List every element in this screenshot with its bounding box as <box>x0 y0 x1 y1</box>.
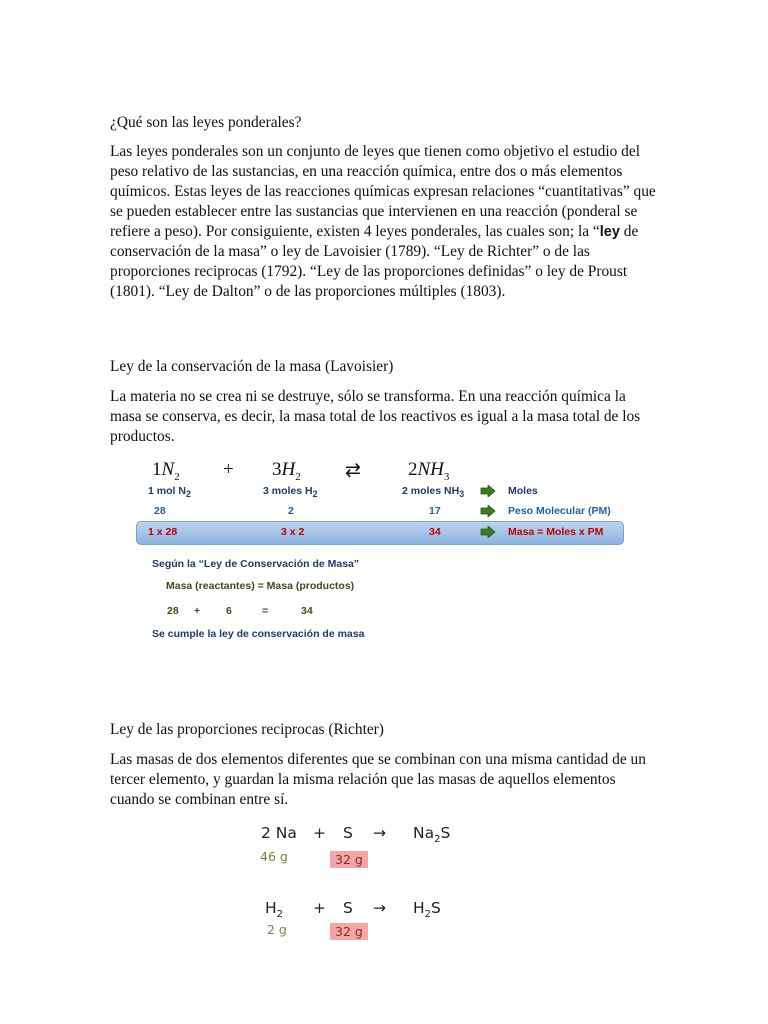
mass-label: Masa = Moles x PM <box>508 526 604 538</box>
r2-arrow: → <box>373 899 386 917</box>
mass-h2: 3 x 2 <box>281 526 305 538</box>
pm-label: Peso Molecular (PM) <box>508 505 611 517</box>
sum-eq: = <box>262 605 269 617</box>
richter-paragraph: Las masas de dos elementos diferentes que se combinan con una misma cantidad de un tercer elemento, y guardan la misma relación que las masas de aquellos elementos cuando se combinan entre sí. <box>110 751 646 808</box>
sum-plus: + <box>194 605 201 617</box>
intro-heading: ¿Qué son las leyes ponderales? <box>110 114 302 131</box>
moles-n2: 1 mol $N_2$ <box>148 485 191 500</box>
r1-mass-b: 32 g <box>330 851 368 868</box>
sum-b: 6 <box>226 605 232 617</box>
lavoisier-heading: Ley de la conservación de la masa (Lavoisier) <box>110 358 394 375</box>
r2-plus: + <box>313 899 326 917</box>
r2-mass-b: 32 g <box>330 923 368 940</box>
r2-mass-a: 2 g <box>267 922 287 937</box>
moles-nh3: 2 moles $NH_3$ <box>402 485 465 500</box>
r2-reactant-a: $H_2$ <box>265 899 284 921</box>
sum-a: 28 <box>167 605 179 617</box>
richter-figure <box>255 820 495 950</box>
mass-n2: 1 x 28 <box>148 526 178 538</box>
arrow-right-icon <box>480 505 496 517</box>
r2-product: $H_2S$ <box>413 899 441 921</box>
pm-n2: 28 <box>154 505 166 517</box>
reactant-n2: $1N_2$ <box>152 459 180 483</box>
arrow-right-icon <box>480 485 496 497</box>
r1-reactant-b: S <box>343 824 353 842</box>
equilibrium-arrow: ⇄ <box>345 460 361 481</box>
pm-h2: 2 <box>288 505 294 517</box>
lavoisier-paragraph: La materia no se crea ni se destruye, sólo se transforma. En una reacción química la masa se conserva, es decir, la masa total de los reactivos es igual a la masa total de los productos. <box>110 388 641 445</box>
ley-bold-word: ley <box>599 224 620 240</box>
intro-paragraph: Las leyes ponderales son un conjunto de leyes que tienen como objetivo el estudio del peso relativo de las sustancias, en una reacción química, entre dos o más elementos químicos. Estas leyes de las reacciones químicas expresan relaciones “cuantitativas” que se pueden establecer entre las sustancias que intervienen en una reacción (ponderal se refiere a peso). Por consiguiente, existen 4 leyes ponderales, las cuales son; la “ley de conservación de la masa” o ley de Lavoisier (1789). “Ley de Richter” o de las proporciones reciprocas (1792). “Ley de las proporciones definidas” o ley de Proust (1801). “Ley de Dalton” o de las proporciones múltiples (1803). <box>110 143 656 300</box>
moles-label: Moles <box>508 485 538 497</box>
richter-heading: Ley de las proporciones reciprocas (Richter) <box>110 721 384 738</box>
moles-h2: 3 moles $H_2$ <box>263 485 318 500</box>
product-nh3: $2NH_3$ <box>408 459 450 483</box>
r1-mass-a: 46 g <box>260 849 288 864</box>
r1-arrow: → <box>373 824 386 842</box>
pm-nh3: 17 <box>429 505 441 517</box>
lavoisier-figure <box>140 455 630 650</box>
mass-nh3: 34 <box>429 526 441 538</box>
segun-text: Según la “Ley de Conservación de Masa” <box>152 558 360 570</box>
reactant-h2: $3H_2$ <box>272 459 301 483</box>
masa-equation: Masa (reactantes) = Masa (productos) <box>166 580 355 592</box>
r1-product: $Na_2S$ <box>413 824 451 846</box>
cumple-text: Se cumple la ley de conservación de masa <box>152 628 365 640</box>
arrow-right-icon <box>480 526 496 538</box>
r1-plus: + <box>313 824 326 842</box>
sum-c: 34 <box>301 605 313 617</box>
plus-sign: + <box>223 459 234 480</box>
r2-reactant-b: S <box>343 899 353 917</box>
r1-reactant-a: 2 Na <box>261 824 297 842</box>
